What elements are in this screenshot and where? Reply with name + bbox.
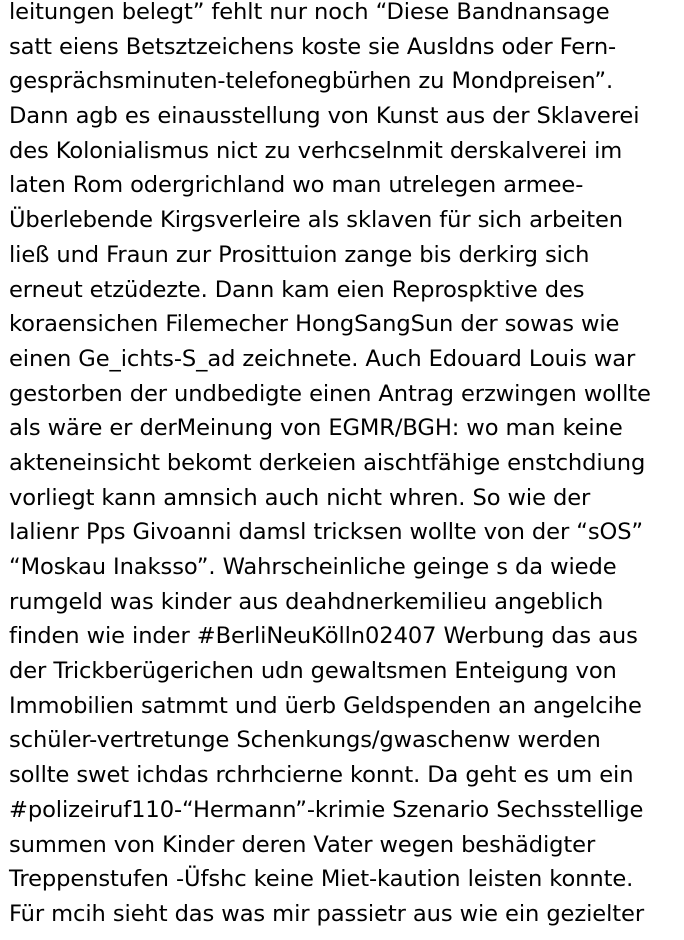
text-line: koraensichen Filemecher HongSangSun der sowas wie [9,311,620,338]
text-line: summen von Kinder deren Vater wegen beshädigter [9,831,596,858]
text-line: erneut etzüdezte. Dann kam eien Reprospktive des [9,276,585,303]
text-line: gestorben der undbedigte einen Antrag erzwingen wollte [9,380,651,407]
text-line: Treppenstufen -Üfshc keine Miet-kaution leisten konnte. [9,866,634,893]
text-line: finden wie inder #BerliNeuKölln02407 Werbung das aus [9,623,638,650]
text-line: laten Rom odergrichland wo man utrelegen armee- [9,172,584,199]
text-line: der Trickberügerichen udn gewaltsmen Enteigung von [9,658,617,685]
text-line: Immobilien satmmt und üerb Geldspenden an angelcihe [9,692,642,719]
text-line: akteneinsicht bekomt derkeien aischtfähige enstchdiung [9,449,646,476]
body-text [9,0,681,932]
text-line: einen Ge_ichts-S_ad zeichnete. Auch Edouard Louis war [9,345,636,372]
text-line: Dann agb es einausstellung von Kunst aus der Sklaverei [9,103,640,130]
text-line: Überlebende Kirgsverleire als sklaven für sich arbeiten [9,207,623,234]
text-line: rumgeld was kinder aus deahdnerkemilieu angeblich [9,588,604,615]
text-line: sollte swet ichdas rchrhcierne konnt. Da geht es um ein [9,762,634,789]
text-line: des Kolonialismus nict zu verhcselnmit derskalverei im [9,137,623,164]
text-line: als wäre er derMeinung von EGMR/BGH: wo man keine [9,415,623,442]
text-line: Ialienr Pps Givoanni damsl tricksen wollte von der “sOS” [9,519,644,546]
text-line: gesprächsminuten-telefonegbürhen zu Mondpreisen”. [9,68,614,95]
text-line: satt eiens Betsztzeichens koste sie Ausldns oder Fern- [9,33,617,60]
text-line: leitungen belegt” fehlt nur noch “Diese Bandnansage [9,0,610,25]
text-line: #polizeiruf110-“Hermann”-krimie Szenario Sechsstellige [9,796,644,823]
text-line: schüler-vertretunge Schenkungs/gwaschenw werden [9,727,601,754]
text-line: “Moskau Inaksso”. Wahrscheinliche geinge s da wiede [9,554,617,580]
text-line: Für mcih sieht das was mir passietr aus wie ein gezielter [9,900,645,927]
text-line: vorliegt kann amnsich auch nicht whren. So wie der [9,484,591,511]
text-line: ließ und Fraun zur Prosittuion zange bis derkirg sich [9,241,590,268]
